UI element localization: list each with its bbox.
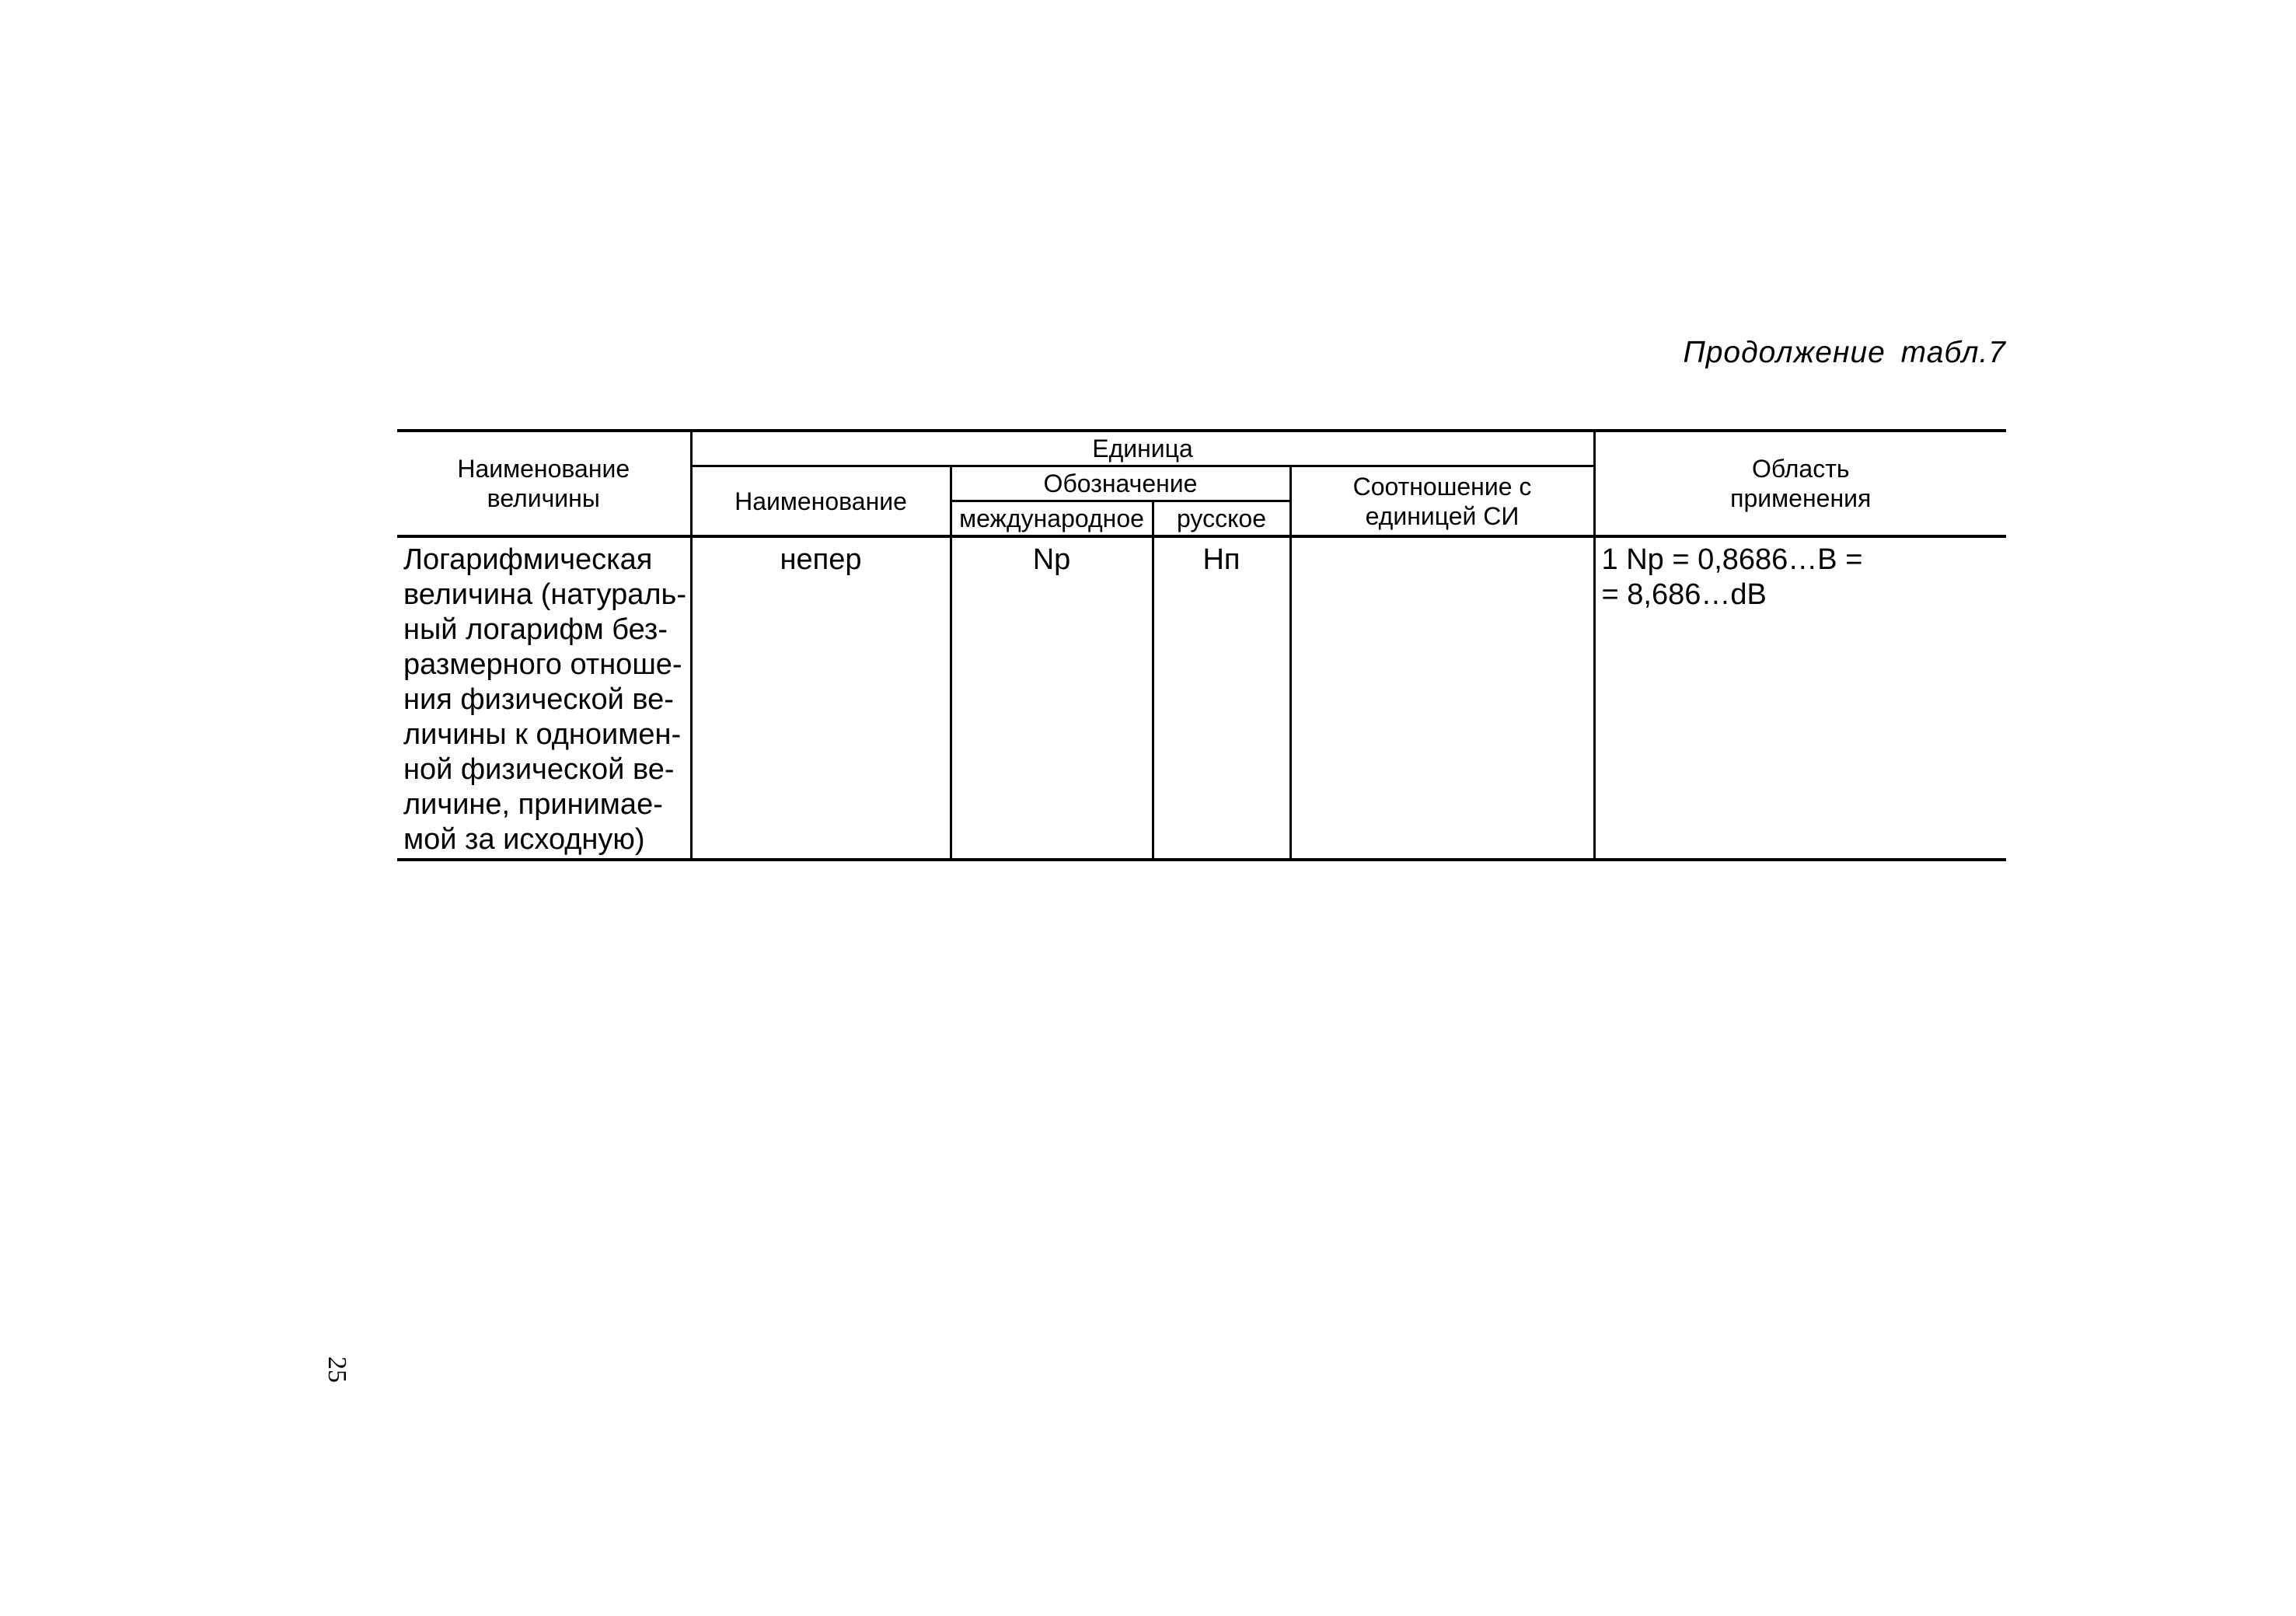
- cell-designation-international: Np: [951, 536, 1153, 860]
- table-caption: Продолжение табл.7: [1683, 336, 2006, 369]
- table-header: [397, 431, 2006, 536]
- header-designation-russian: русское: [1153, 501, 1290, 537]
- header-relation-si: Соотношение с единицей СИ: [1290, 466, 1594, 537]
- units-table-container: [397, 429, 2006, 861]
- header-quantity-name: Наименование величины: [397, 431, 691, 536]
- header-unit-name: Наименование: [691, 466, 951, 537]
- page-number: 25: [323, 1356, 351, 1383]
- header-designation-international: международное: [951, 501, 1153, 537]
- units-table: [397, 429, 2006, 861]
- table-row: [397, 536, 2006, 860]
- header-designation-group: Обозначение: [951, 466, 1290, 501]
- cell-quantity-name: Логарифмическая величина (натураль- ный логарифм без- размерного отноше- ния физической ве- личины к одноимен- ной физической ве- личине, принимае- мой за исходную): [397, 536, 691, 860]
- cell-designation-russian: Нп: [1153, 536, 1290, 860]
- header-application: Область применения: [1594, 431, 2006, 536]
- cell-unit-name: непер: [691, 536, 951, 860]
- cell-application: 1 Np = 0,8686…В = = 8,686…dB: [1594, 536, 2006, 860]
- table-body: [397, 536, 2006, 860]
- cell-relation-si: [1290, 536, 1594, 860]
- header-unit-group: Единица: [691, 431, 1594, 466]
